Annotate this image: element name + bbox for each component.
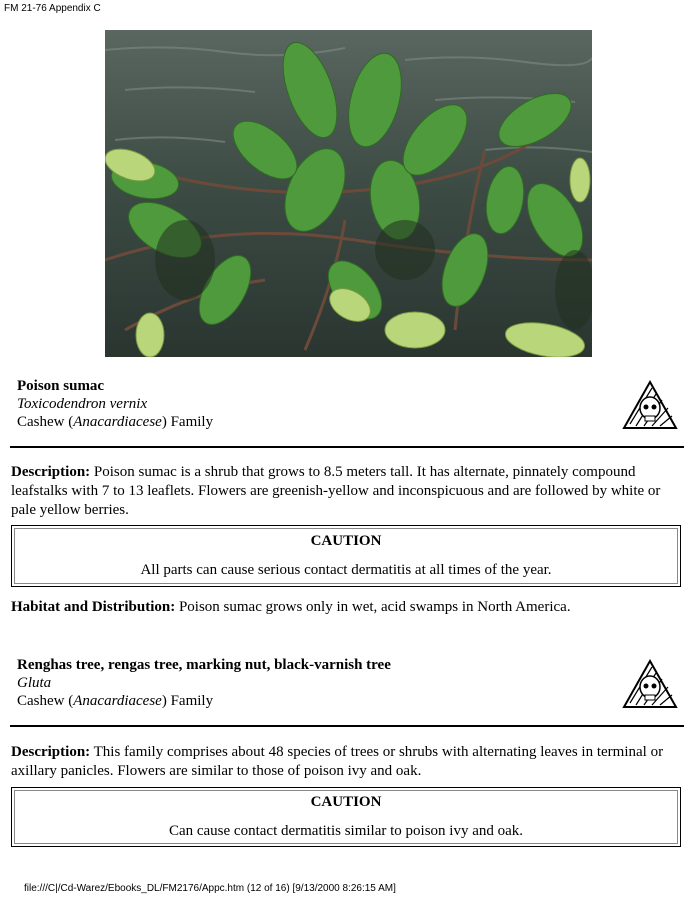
poison-sumac-photo <box>105 30 592 357</box>
section-divider <box>10 446 684 448</box>
caution-text: All parts can cause serious contact dermatitis at all times of the year. <box>140 562 552 578</box>
caution-text: Can cause contact dermatitis similar to poison ivy and oak. <box>168 823 524 839</box>
common-name: Poison sumac <box>17 378 105 394</box>
habitat-label: Habitat and Distribution: <box>11 599 176 615</box>
description-label: Description: <box>11 464 91 480</box>
description-paragraph: Description: This family comprises about 48 species of trees or shrubs with alternating leaves in terminal or axillary panicles. Flowers are similar to those of poison ivy and oak. <box>11 744 664 779</box>
skull-hazard-triangle-icon <box>622 659 678 709</box>
skull-hazard-triangle-icon <box>622 380 678 430</box>
scientific-name: Toxicodendron vernix <box>17 396 148 412</box>
description-label: Description: <box>11 744 91 760</box>
family-line: Cashew (Anacardiacese) Family <box>17 414 214 430</box>
section-divider <box>10 725 684 727</box>
document-reference: FM 21-76 Appendix C <box>4 3 101 14</box>
footer-file-path: file:///C|/Cd-Warez/Ebooks_DL/FM2176/Appc.htm (12 of 16) [9/13/2000 8:26:15 AM] <box>24 883 396 894</box>
family-line: Cashew (Anacardiacese) Family <box>17 693 214 709</box>
caution-title: CAUTION <box>310 533 382 549</box>
scientific-name: Gluta <box>17 675 52 691</box>
caution-title: CAUTION <box>310 794 382 810</box>
common-name: Renghas tree, rengas tree, marking nut, black-varnish tree <box>17 657 391 673</box>
description-paragraph: Description: Poison sumac is a shrub that grows to 8.5 meters tall. It has alternate, pinnately compound leafstalks with 7 to 13 leaflets. Flowers are greenish-yellow and inconspicuous and are followed by white or pale yellow berries. <box>11 464 661 518</box>
caution-box <box>11 525 681 587</box>
plant-header-renghas-tree <box>17 656 391 710</box>
habitat-paragraph: Habitat and Distribution: Poison sumac grows only in wet, acid swamps in North America. <box>11 599 571 615</box>
caution-box <box>11 787 681 847</box>
plant-header-poison-sumac <box>17 377 213 431</box>
